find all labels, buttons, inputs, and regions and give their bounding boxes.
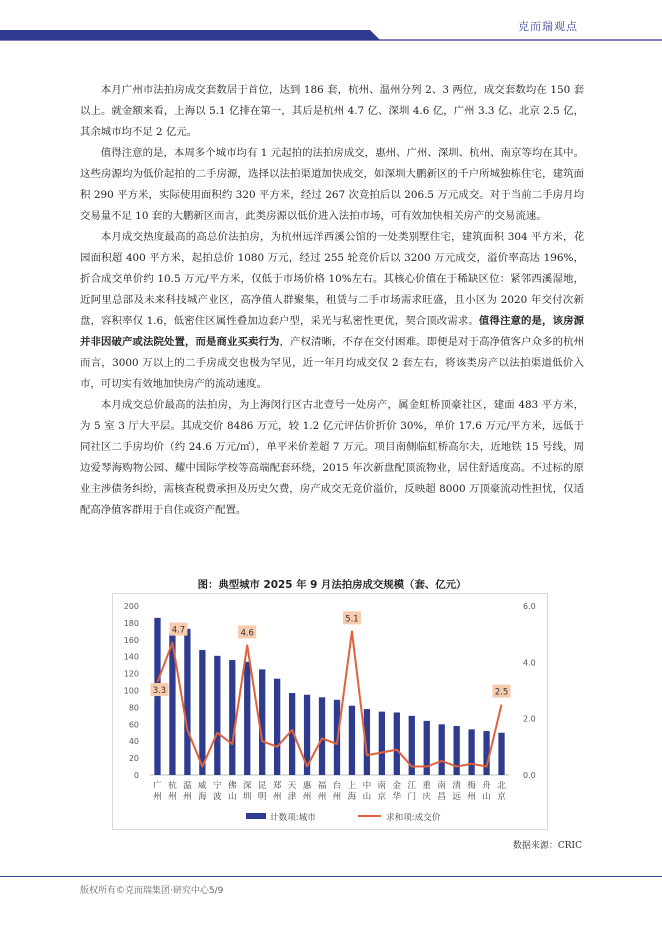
x-tick-label-昆明: 昆 xyxy=(257,781,267,791)
x-tick-label-昆明: 明 xyxy=(257,792,267,802)
bar-北京 xyxy=(498,733,504,775)
x-tick-label-天津: 天 xyxy=(287,781,297,791)
x-tick-label-梅州: 州 xyxy=(467,792,476,802)
x-tick-label-江门: 江 xyxy=(407,781,417,791)
combo-chart xyxy=(113,594,547,829)
x-tick-label-舟山: 山 xyxy=(482,792,491,802)
x-tick-label-台州: 台 xyxy=(332,781,342,791)
footer-line xyxy=(0,876,662,877)
y-right-tick-label: 0.0 xyxy=(523,771,536,780)
bar-舟山 xyxy=(483,731,489,775)
x-tick-label-金华: 金 xyxy=(392,781,402,791)
x-tick-label-北京: 北 xyxy=(497,781,506,791)
x-tick-label-惠州: 州 xyxy=(302,792,312,802)
data-label-杭州: 4.7 xyxy=(171,624,186,635)
data-label-北京: 2.5 xyxy=(494,686,509,697)
y-left-tick-label: 120 xyxy=(123,669,139,679)
bar-宁波 xyxy=(214,656,220,775)
x-tick-label-深圳: 深 xyxy=(242,781,252,791)
bar-温州 xyxy=(184,629,190,775)
x-tick-label-广州: 州 xyxy=(153,792,162,802)
x-tick-label-清远: 清 xyxy=(452,781,461,791)
x-tick-label-威海: 威 xyxy=(198,781,207,791)
x-tick-label-上海: 海 xyxy=(347,792,357,802)
x-tick-label-杭州: 杭 xyxy=(168,781,177,791)
bar-威海 xyxy=(199,650,205,775)
y-left-tick-label: 60 xyxy=(128,720,139,730)
chart-title: 图：典型城市 2025 年 9 月法拍房成交规模（套、亿元） xyxy=(197,579,467,591)
bar-南京 xyxy=(379,712,385,775)
x-tick-label-郑州: 州 xyxy=(272,792,282,802)
x-tick-label-广州: 广 xyxy=(153,781,162,791)
chart-container xyxy=(112,593,548,830)
x-tick-label-上海: 上 xyxy=(347,781,357,791)
paragraph-text: ，产权清晰，不存在交付困难。即便是对于高净值客户众多的杭州而言，3000 万以上的二手房成交也极为罕见，近一年月均成交仅 2 套左右，将该类房产以法拍渠道低价入市，可切实有效地加快房产的流动速度。 xyxy=(80,336,584,390)
bar-广州 xyxy=(154,618,160,775)
legend-bar-swatch xyxy=(246,813,266,819)
data-label-深圳: 4.6 xyxy=(240,627,254,638)
bar-南昌 xyxy=(439,724,445,775)
x-tick-label-南京: 京 xyxy=(377,792,387,802)
x-tick-label-温州: 温 xyxy=(183,781,192,791)
y-left-tick-label: 160 xyxy=(123,635,139,645)
x-tick-label-重庆: 重 xyxy=(422,781,432,791)
paragraph: 值得注意的是，本周多个城市均有 1 元起拍的法拍房成交，惠州、广州、深圳、杭州、南京等均在其中。这些房源均为低价起拍的二手房源，选择以法拍渠道加快成交，如深圳大鹏新区的千户所城独栋住宅，建筑面积 290 平方米，实际使用面积约 320 平方米，经过 267 次竞拍后以 206.5 万元成交。对于当前二手房月均交易量不足 10 套的大鹏新区而言，此类房源以低价进入法拍市场，可有效加快相关房产的交易流速。 xyxy=(80,147,584,222)
x-tick-label-温州: 州 xyxy=(183,792,192,802)
x-tick-label-清远: 远 xyxy=(452,792,461,802)
y-right-tick-label: 4.0 xyxy=(523,658,536,668)
x-tick-label-南京: 南 xyxy=(377,781,387,791)
brand-name: 克而瑞观点 xyxy=(518,20,578,33)
paragraph xyxy=(80,227,584,395)
y-right-tick-label: 2.0 xyxy=(523,714,536,724)
legend-bar-label: 计数项:城市 xyxy=(270,813,316,823)
x-tick-label-郑州: 郑 xyxy=(272,781,282,791)
bar-郑州 xyxy=(274,679,280,775)
legend-line-label: 求和项:成交价 xyxy=(386,813,441,823)
bold-highlight: 值得注意的是，该房源并非因破产或法院处置，而是商业买卖行为 xyxy=(80,315,584,348)
x-tick-label-杭州: 州 xyxy=(168,792,177,802)
bar-清远 xyxy=(454,726,460,775)
bar-金华 xyxy=(394,712,400,775)
article-body xyxy=(80,80,584,521)
bar-深圳 xyxy=(244,662,250,775)
x-tick-label-惠州: 惠 xyxy=(302,781,312,791)
data-label-上海: 5.1 xyxy=(345,613,359,624)
line-series-price xyxy=(157,631,501,766)
x-tick-label-中山: 中 xyxy=(362,781,372,791)
y-left-tick-label: 100 xyxy=(123,686,139,696)
x-tick-label-宁波: 宁 xyxy=(213,781,222,791)
y-right-tick-label: 6.0 xyxy=(523,602,536,611)
y-left-tick-label: 0 xyxy=(133,771,139,780)
footer-copyright: 版权所有©克而瑞集团·研究中心5/9 xyxy=(80,886,224,896)
x-tick-label-江门: 门 xyxy=(407,792,417,802)
x-tick-label-南昌: 南 xyxy=(437,781,446,791)
x-tick-label-北京: 京 xyxy=(497,792,506,802)
paragraph-text: 本月成交热度最高的高总价法拍房，为杭州远洋西溪公馆的一处类别墅住宅，建筑面积 304 平方米，花园面积超 400 平方米，起拍总价 1080 万元，经过 255 轮竞价后以 3200 万元成交，溢价率高达 196%，折合成交单价约 10.5 万元/平方米，仅低于市场价格 10%左右。其核心价值在于稀缺区位：紧邻西溪湿地，近阿里总部及未来科技城产业区，高净值人群聚集，租赁与二手市场需求旺盛，且小区为 2020 年交付次新盘，容积率仅 1.6，低密住区属性叠加边套户型，采光与私密性更优，契合顶改需求。 xyxy=(80,231,584,327)
y-left-tick-label: 200 xyxy=(123,602,139,611)
x-tick-label-福州: 福 xyxy=(317,781,327,791)
y-left-tick-label: 80 xyxy=(128,703,139,713)
paragraph: 本月成交总价最高的法拍房，为上海闵行区古北壹号一处房产，属金虹桥顶豪社区，建面 483 平方米，为 5 室 3 厅大平层。其成交价 8486 万元，较 1.2 亿元评估价折价 30%，单价 17.6 万元/平方米，远低于同社区二手房均价（约 24.6 万元/㎡），单平米价差超 7 万元。项目南侧临虹桥高尔夫，近地铁 15 号线，周边爱琴海购物公园、耀中国际学校等高端配套环绕，2015 年次新盘配顶流物业，居住舒适度高。不过标的原业主涉债务纠纷，需核查税费承担及历史欠费，房产成交无竞价溢价，反映超 8000 万顶豪流动性担忧，仅适配高净值客群用于自住或资产配置。 xyxy=(80,399,584,516)
x-tick-label-南昌: 昌 xyxy=(437,792,446,802)
x-tick-label-福州: 州 xyxy=(317,792,327,802)
y-left-tick-label: 40 xyxy=(128,737,139,747)
y-left-tick-label: 140 xyxy=(123,652,139,662)
x-tick-label-威海: 海 xyxy=(198,792,207,802)
x-tick-label-佛山: 佛 xyxy=(227,781,237,791)
x-tick-label-台州: 州 xyxy=(332,792,342,802)
x-tick-label-佛山: 山 xyxy=(227,792,237,802)
y-left-tick-label: 20 xyxy=(128,754,139,764)
bar-佛山 xyxy=(229,660,235,775)
x-tick-label-深圳: 圳 xyxy=(242,792,252,802)
x-tick-label-舟山: 舟 xyxy=(482,781,491,791)
x-tick-label-中山: 山 xyxy=(362,792,372,802)
bar-上海 xyxy=(349,706,355,775)
x-tick-label-梅州: 梅 xyxy=(467,781,476,791)
x-tick-label-天津: 津 xyxy=(287,792,297,802)
x-tick-label-重庆: 庆 xyxy=(422,792,432,802)
bar-梅州 xyxy=(468,729,474,775)
x-tick-label-宁波: 波 xyxy=(213,792,222,802)
y-left-tick-label: 180 xyxy=(123,618,139,628)
data-label-广州: 3.3 xyxy=(152,685,167,696)
bar-福州 xyxy=(319,697,325,775)
paragraph: 本月广州市法拍房成交套数居于首位，达到 186 套，杭州、温州分列 2、3 两位，成交套数均在 150 套以上。就金额来看，上海以 5.1 亿排在第一，其后是杭州 4.7 亿、深圳 4.6 亿，广州 3.3 亿、北京 2.5 亿，其余城市均不足 2 亿元。 xyxy=(80,84,584,138)
data-source: 数据来源：CRIC xyxy=(512,841,582,851)
x-tick-label-金华: 华 xyxy=(392,792,402,802)
